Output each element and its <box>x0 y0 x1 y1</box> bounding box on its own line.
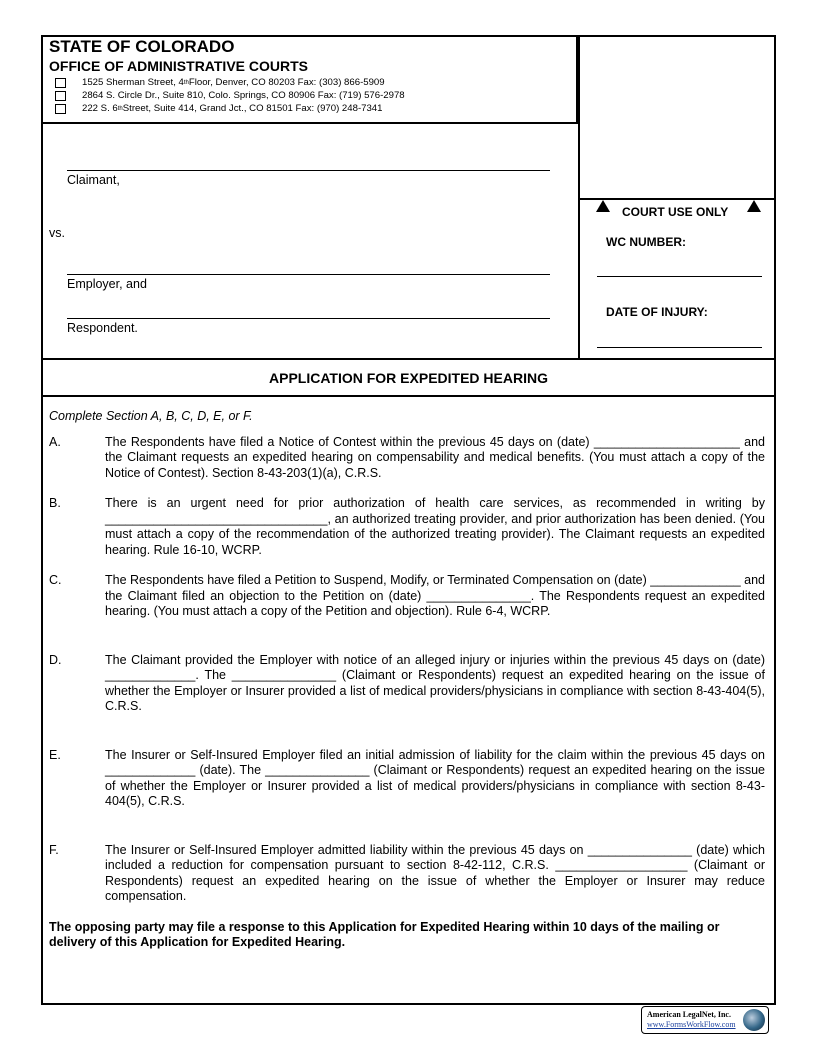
section-e: E. The Insurer or Self-Insured Employer filed an initial admission of liability for the claim within the previous 45 days on _____________ (date). The _______________ (Claimant or Respondents) request an expedited hearing on the issue of whether the Employer or Insurer provided a list of medical providers/physicians in compliance with section 8-43-404(5), C.R.S. <box>49 747 765 808</box>
section-a: A. The Respondents have filed a Notice of Contest within the previous 45 days on (date) _____________________ and the Claimant requests an expedited hearing on compensability and medical benefits. (You must attach a copy of the Notice of Contest). Section 8-43-203(1)(a), C.R.S. <box>49 434 765 480</box>
form-body <box>49 409 765 951</box>
arrow-up-icon <box>747 200 761 212</box>
claimant-line[interactable] <box>67 170 550 171</box>
respondent-label: Respondent. <box>67 321 138 335</box>
court-stamp-box <box>578 37 776 200</box>
wc-number-label: WC NUMBER: <box>606 235 686 249</box>
address-option-colorado-springs[interactable]: 2864 S. Circle Dr., Suite 810, Colo. Springs, CO 80906 Fax: (719) 576-2978 <box>55 90 405 101</box>
arrow-up-icon <box>596 200 610 212</box>
response-notice: The opposing party may file a response to this Application for Expedited Hearing within 10 days of the mailing or delivery of this Application for Expedited Hearing. <box>49 919 720 949</box>
section-d: D. The Claimant provided the Employer with notice of an alleged injury or injuries within the previous 45 days on (date) _____________. The _______________ (Claimant or Respondents) request an expedited hearing on the issue of whether the Employer or Insurer provided a list of medical providers/physicians in compliance with section 8-43-404(5), C.R.S. <box>49 652 765 713</box>
instruction: Complete Section A, B, C, D, E, or F. <box>49 409 253 423</box>
address-option-denver[interactable]: 1525 Sherman Street, 4 th Floor, Denver, CO 80203 Fax: (303) 866-5909 <box>55 77 385 88</box>
employer-line[interactable] <box>67 274 550 275</box>
employer-label: Employer, and <box>67 277 147 291</box>
section-f: F. The Insurer or Self-Insured Employer admitted liability within the previous 45 days on _______________ (date) which included a reduction for compensation pursuant to section 8-42-112, C.R.S. ___________________ (Claimant or Respondents) request an expedited hearing on the issue of whether the Employer or Insurer may reduce compensation. <box>49 842 765 903</box>
date-of-injury-label: DATE OF INJURY: <box>606 305 708 319</box>
publisher-url[interactable]: www.FormsWorkFlow.com <box>647 1020 736 1029</box>
form-title: APPLICATION FOR EXPEDITED HEARING <box>43 358 774 397</box>
checkbox[interactable] <box>55 104 66 114</box>
office-title: OFFICE OF ADMINISTRATIVE COURTS <box>49 58 308 74</box>
court-use-box <box>578 198 776 358</box>
parties-block <box>43 124 578 358</box>
publisher-name: American LegalNet, Inc. <box>647 1010 731 1019</box>
court-header <box>43 37 578 124</box>
address-option-grand-junction[interactable]: 222 S. 6 th Street, Suite 414, Grand Jct., CO 81501 Fax: (970) 248-7341 <box>55 103 382 114</box>
state-title: STATE OF COLORADO <box>49 37 235 56</box>
form-frame <box>41 35 776 1005</box>
publisher-logo[interactable] <box>641 1006 769 1034</box>
globe-icon <box>743 1009 765 1031</box>
checkbox[interactable] <box>55 91 66 101</box>
checkbox[interactable] <box>55 78 66 88</box>
court-use-label: COURT USE ONLY <box>622 205 729 219</box>
respondent-line[interactable] <box>67 318 550 319</box>
claimant-label: Claimant, <box>67 173 120 187</box>
date-of-injury-field[interactable] <box>597 347 762 348</box>
vs-label: vs. <box>49 226 65 240</box>
wc-number-field[interactable] <box>597 276 762 277</box>
section-b: B. There is an urgent need for prior authorization of health care services, as recommended in writing by ________________________________, an authorized treating provider, and prior authorization has been denied. (You must attach a copy of the recommendation of the authorized treating provider). The Claimant requests an expedited hearing. Rule 16-10, WCRP. <box>49 496 765 557</box>
section-c: C. The Respondents have filed a Petition to Suspend, Modify, or Terminated Compensation on (date) _____________ and the Claimant filed an objection to the Petition on (date) _______________. The Respondents request an expedited hearing. (You must attach a copy of the Petition and objection). Rule 6-4, WCRP. <box>49 573 765 618</box>
